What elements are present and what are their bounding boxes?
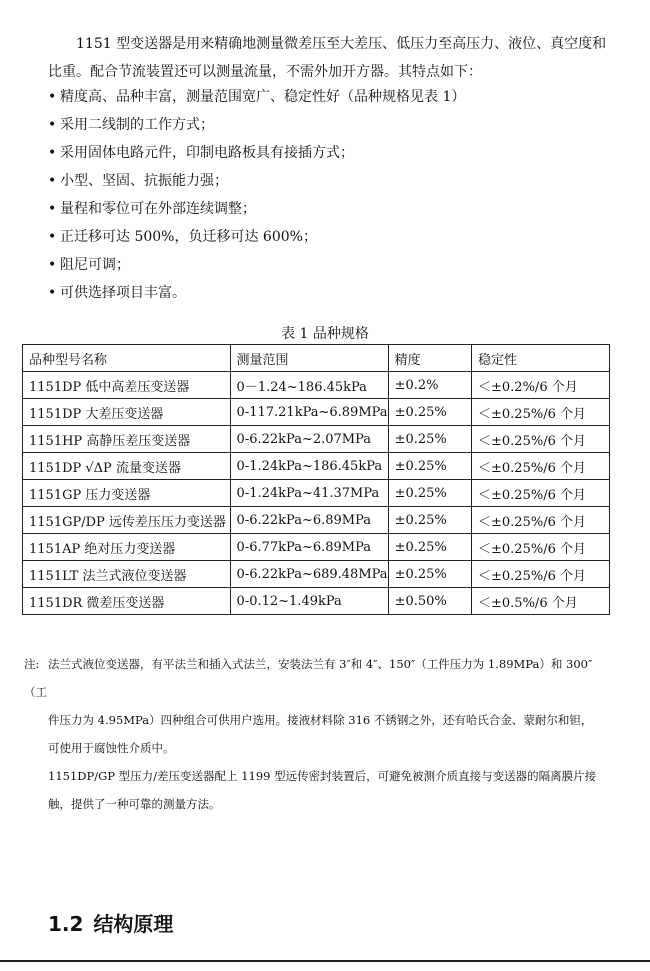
header-stability: 稳定性 [472, 345, 610, 372]
table-row [23, 561, 610, 588]
footer-rule [0, 960, 650, 962]
cell-accuracy: ±0.25% [388, 453, 471, 480]
cell-model: 1151HP 高静压差压变送器 [23, 426, 231, 453]
feature-item [48, 167, 465, 195]
cell-stability: ＜±0.25%/6 个月 [472, 399, 610, 426]
bullet-icon: • [48, 285, 57, 301]
feature-item [48, 111, 465, 139]
cell-range: 0-0.12~1.49kPa [230, 588, 388, 615]
table-header-row [23, 345, 610, 372]
cell-model: 1151GP/DP 远传差压压力变送器 [23, 507, 231, 534]
feature-item [48, 251, 465, 279]
cell-stability: ＜±0.5%/6 个月 [472, 588, 610, 615]
cell-model: 1151DP 低中高差压变送器 [23, 372, 231, 399]
table-row [23, 426, 610, 453]
note-text: 法兰式液位变送器，有平法兰和插入式法兰，安装法兰有 3″和 4″、150″（工件压力为 1.89MPa）和 300″（工 [24, 657, 593, 699]
feature-item [48, 279, 465, 307]
cell-model: 1151LT 法兰式液位变送器 [23, 561, 231, 588]
cell-accuracy: ±0.50% [388, 588, 471, 615]
note-label: 注: [24, 657, 40, 671]
cell-model: 1151GP 压力变送器 [23, 480, 231, 507]
cell-accuracy: ±0.25% [388, 480, 471, 507]
feature-item [48, 139, 465, 167]
header-range: 测量范围 [230, 345, 388, 372]
feature-text: 正迁移可达 500%，负迁移可达 600%； [60, 229, 317, 245]
cell-model: 1151DR 微差压变送器 [23, 588, 231, 615]
feature-item [48, 83, 465, 111]
cell-accuracy: ±0.25% [388, 399, 471, 426]
cell-range: 0－1.24~186.45kPa [230, 372, 388, 399]
cell-range: 0-1.24kPa~186.45kPa [230, 453, 388, 480]
feature-item [48, 195, 465, 223]
table-row [23, 372, 610, 399]
feature-text: 小型、坚固、抗振能力强； [60, 173, 228, 189]
table-row [23, 507, 610, 534]
cell-range: 0-1.24kPa~41.37MPa [230, 480, 388, 507]
cell-stability: ＜±0.25%/6 个月 [472, 507, 610, 534]
table-row [23, 453, 610, 480]
bullet-icon: • [48, 257, 57, 273]
header-accuracy: 精度 [388, 345, 471, 372]
feature-text: 精度高、品种丰富，测量范围宽广、稳定性好（品种规格见表 1） [60, 89, 466, 105]
bullet-icon: • [48, 117, 57, 133]
table-row [23, 480, 610, 507]
cell-model: 1151DP √ΔP 流量变送器 [23, 453, 231, 480]
feature-text: 采用固体电路元件，印制电路板具有接插方式； [60, 145, 354, 161]
feature-text: 可供选择项目丰富。 [60, 285, 186, 301]
note-line: 可使用于腐蚀性介质中。 [48, 741, 175, 755]
cell-accuracy: ±0.25% [388, 561, 471, 588]
cell-range: 0-6.22kPa~6.89MPa [230, 507, 388, 534]
feature-list [48, 83, 465, 307]
bullet-icon: • [48, 173, 57, 189]
cell-stability: ＜±0.25%/6 个月 [472, 453, 610, 480]
cell-stability: ＜±0.25%/6 个月 [472, 561, 610, 588]
table-row [23, 399, 610, 426]
cell-stability: ＜±0.25%/6 个月 [472, 534, 610, 561]
cell-accuracy: ±0.25% [388, 534, 471, 561]
note-line: 触，提供了一种可靠的测量方法。 [48, 797, 221, 811]
table-row [23, 534, 610, 561]
cell-range: 0-6.22kPa~689.48MPa [230, 561, 388, 588]
bullet-icon: • [48, 201, 57, 217]
cell-accuracy: ±0.2% [388, 372, 471, 399]
bullet-icon: • [48, 229, 57, 245]
note-block [24, 650, 614, 818]
cell-range: 0-6.22kPa~2.07MPa [230, 426, 388, 453]
note-line [24, 650, 614, 706]
cell-stability: ＜±0.25%/6 个月 [472, 426, 610, 453]
section-number: 1.2 [48, 912, 84, 936]
cell-model: 1151DP 大差压变送器 [23, 399, 231, 426]
intro-paragraph: 1151 型变送器是用来精确地测量微差压至大差压、低压力至高压力、液位、真空度和比重。配合节流装置还可以测量流量，不需外加开方器。其特点如下： [48, 36, 607, 80]
cell-range: 0-6.77kPa~6.89MPa [230, 534, 388, 561]
cell-accuracy: ±0.25% [388, 426, 471, 453]
cell-stability: ＜±0.25%/6 个月 [472, 480, 610, 507]
table-caption: 表 1 品种规格 [281, 326, 369, 342]
cell-model: 1151AP 绝对压力变送器 [23, 534, 231, 561]
bullet-icon: • [48, 145, 57, 161]
header-model: 品种型号名称 [23, 345, 231, 372]
table-row [23, 588, 610, 615]
spec-table [22, 344, 610, 615]
bullet-icon: • [48, 89, 57, 105]
cell-stability: ＜±0.2%/6 个月 [472, 372, 610, 399]
feature-text: 阻尼可调； [60, 257, 130, 273]
section-title: 结构原理 [93, 912, 174, 936]
cell-accuracy: ±0.25% [388, 507, 471, 534]
note-line: 1151DP/GP 型压力/差压变送器配上 1199 型远传密封装置后，可避免被测介质直接与变送器的隔离膜片接 [48, 769, 597, 783]
feature-text: 采用二线制的工作方式； [60, 117, 214, 133]
section-heading [48, 910, 173, 938]
feature-item [48, 223, 465, 251]
note-line: 件压力为 4.95MPa）四种组合可供用户选用。接液材料除 316 不锈钢之外，还有哈氏合金、蒙耐尔和钽， [48, 713, 593, 727]
cell-range: 0-117.21kPa~6.89MPa [230, 399, 388, 426]
feature-text: 量程和零位可在外部连续调整； [60, 201, 256, 217]
